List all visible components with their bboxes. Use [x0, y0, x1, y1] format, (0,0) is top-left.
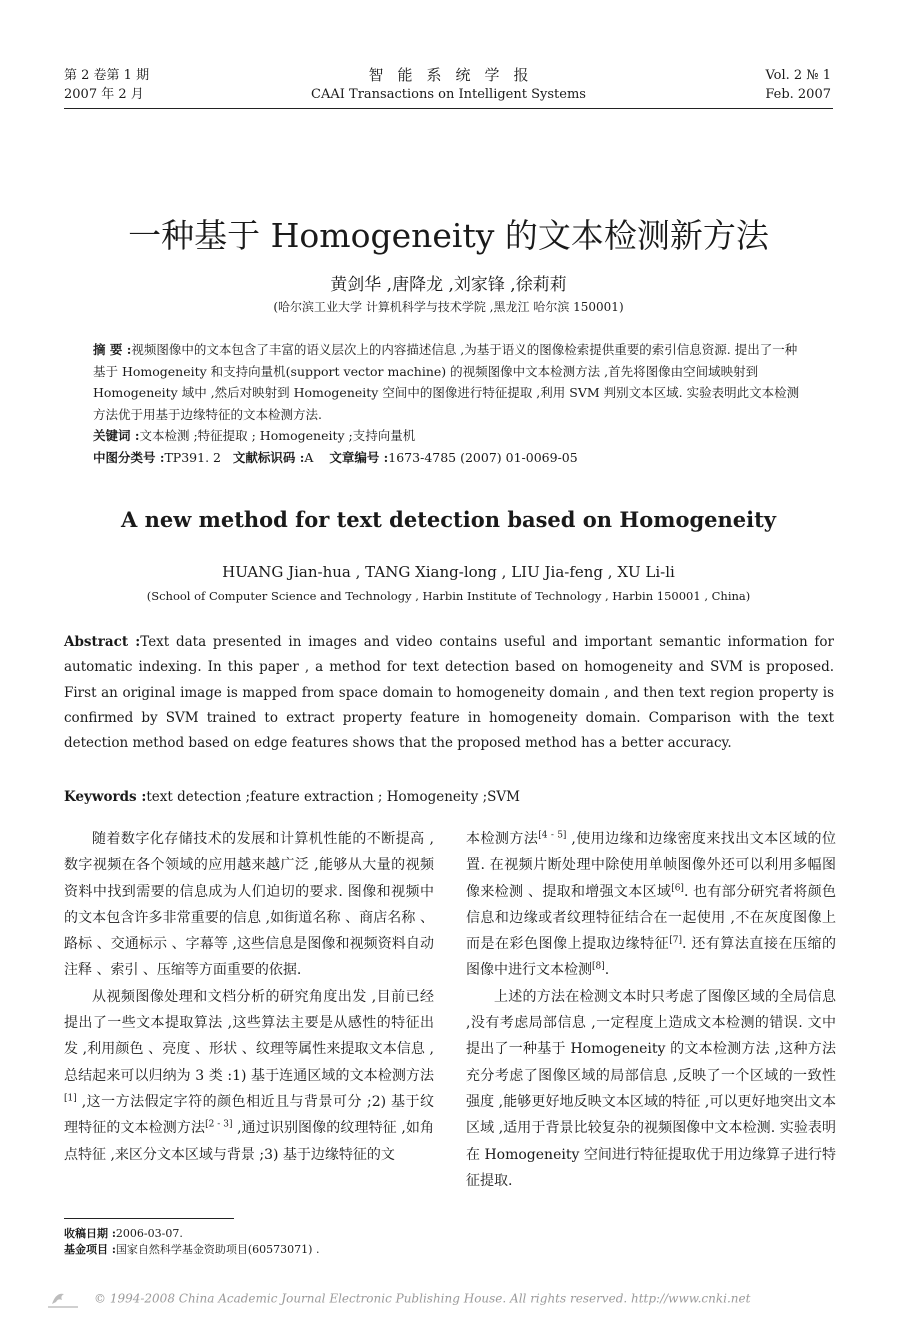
citation-ref[interactable]: [8] [592, 961, 605, 972]
abstract-en [64, 630, 834, 756]
date-en: Feb. 2007 [765, 87, 831, 102]
received-label: 收稿日期 : [64, 1227, 116, 1240]
body-text: ,使用边缘和边缘密度来找出文本区域的位置. 在视频片断处理中除使用单帧图像外还可以利用多幅图像来检测 、提取和增强文本区域 [466, 831, 836, 900]
journal-title-en: CAAI Transactions on Intelligent Systems [311, 87, 586, 102]
affiliation-cn: (哈尔滨工业大学 计算机科学与技术学院 ,黑龙江 哈尔滨 150001) [273, 300, 624, 314]
copyright-text: © 1994-2008 China Academic Journal Electronic Publishing House. All rights reserved. http://www.cnki.net [94, 1291, 751, 1306]
citation-ref[interactable]: [7] [669, 935, 682, 946]
citation-ref[interactable]: [4 - 5] [538, 830, 567, 841]
footnotes [64, 1226, 319, 1258]
body-text: . 还有算法直接在压缩的图像中进行文本检测 [466, 936, 836, 979]
article-no-label: 文章编号 : [329, 449, 389, 465]
body-paragraph [64, 984, 434, 1168]
body-text: ,通过识别图像的纹理特征 ,如角点特征 ,来区分文本区域与背景 ;3) 基于边缘特征的文 [64, 1120, 434, 1163]
body-text: . [604, 962, 610, 979]
copyright-footer [46, 1288, 750, 1310]
body-text: ,这一方法假定字符的颜色相近且与背景可分 ;2) 基于纹理特征的文本检测方法 [64, 1093, 434, 1137]
footnote-divider [64, 1218, 234, 1219]
abstract-cn-text: 视频图像中的文本包含了丰富的语义层次上的内容描述信息 ,为基于语义的图像检索提供重要的索引信息资源. 提出了一种基于 Homogeneity 和支持向量机(support vector machine) 的视频图像中文本检测方法 ,首先将图像由空间域映射到 Homogeneity 域中 ,然后对映射到 Homogeneity 空间中的图像进行特征提取 ,利用 SVM 判别文本区域. 实验表明此文本检测方法优于用基于边缘特征的文本检测方法. [93, 342, 800, 422]
abstract-cn-label: 摘 要 : [93, 342, 132, 357]
keywords-en [64, 786, 520, 808]
header-right [765, 66, 831, 104]
classification-line [93, 447, 805, 469]
citation-ref[interactable]: [2 - 3] [205, 1119, 233, 1130]
abstract-en-text: Text data presented in images and video contains useful and important semantic information for automatic indexing. In this paper , a method for text detection based on homogeneity and SVM is proposed. First an original image is mapped from space domain to homogeneity domain , and then text region property is confirmed by SVM trained to extract property feature in homogeneity domain. Comparison with the text detection method based on edge features shows that the proposed method has a better accuracy. [64, 634, 834, 752]
received-date [64, 1226, 319, 1242]
header-center [0, 66, 897, 104]
paper-title-en: A new method for text detection based on Homogeneity [120, 507, 777, 532]
header-divider [64, 108, 833, 109]
clc-label: 中图分类号 : [93, 449, 165, 465]
body-column-left [64, 826, 434, 1168]
fund-label: 基金项目 : [64, 1243, 116, 1256]
citation-ref[interactable]: [1] [64, 1093, 77, 1104]
received-value: 2006-03-07. [115, 1227, 183, 1240]
publisher-logo-icon [46, 1288, 80, 1310]
keywords-en-text: text detection ;feature extraction ; Homogeneity ;SVM [146, 789, 520, 805]
doc-code-value: A [304, 449, 314, 465]
abstract-en-label: Abstract : [64, 634, 141, 650]
authors-en: HUANG Jian-hua , TANG Xiang-long , LIU Jia-feng , XU Li-li [222, 563, 675, 581]
body-paragraph: 上述的方法在检测文本时只考虑了图像区域的全局信息 ,没有考虑局部信息 ,一定程度上造成文本检测的错误. 文中提出了一种基于 Homogeneity 的文本检测方法 ,这种方法充分考虑了图像区域的局部信息 ,反映了一个区域的一致性强度 ,能够更好地反映文本区域的特征 ,可以更好地突出文本区域 ,适用于背景比较复杂的视频图像中文本检测. 实验表明在 Homogeneity 空间进行特征提取优于用边缘算子进行特征提取. [466, 988, 836, 1189]
body-text: . 也有部分研究者将颜色信息和边缘或者纹理特征结合在一起使用 ,不在灰度图像上而是在彩色图像上提取边缘特征 [466, 883, 836, 953]
paper-title-cn: 一种基于 Homogeneity 的文本检测新方法 [128, 216, 769, 255]
body-paragraph [466, 826, 836, 984]
abstract-cn [93, 339, 805, 468]
keywords-cn-text: 文本检测 ;特征提取 ; Homogeneity ;支持向量机 [139, 428, 416, 443]
doc-code-label: 文献标识码 : [232, 449, 305, 465]
body-text: 从视频图像处理和文档分析的研究角度出发 ,目前已经提出了一些文本提取算法 ,这些算法主要是从感性的特征出发 ,利用颜色 、亮度 、形状 、纹理等属性来提取文本信息 ,总结起来可以归纳为 3 类 :1) 基于连通区域的文本检测方法 [64, 988, 434, 1084]
affiliation-en: (School of Computer Science and Technology , Harbin Institute of Technology , Harbin 150001 , China) [146, 589, 751, 603]
clc-value: TP391. 2 [164, 449, 221, 465]
volume-issue: 第 2 卷第 1 期 [64, 68, 150, 83]
fund-value: 国家自然科学基金资助项目(60573071) . [115, 1243, 320, 1256]
fund-info [64, 1242, 319, 1258]
body-paragraph: 随着数字化存储技术的发展和计算机性能的不断提高 ,数字视频在各个领域的应用越来越广泛 ,能够从大量的视频资料中找到需要的信息成为人们迫切的要求. 图像和视频中的文本包含许多非常重要的信息 ,如街道名称 、商店名称 、路标 、交通标示 、字幕等 ,这些信息是图像和视频资料自动注释 、索引 、压缩等方面重要的依据. [64, 831, 434, 979]
abstract-cn-body [93, 339, 805, 425]
volume-number-en: Vol. 2 № 1 [765, 68, 831, 83]
body-column-right [466, 826, 836, 1194]
body-text: 本检测方法 [466, 831, 539, 847]
publication-date: 2007 年 2 月 [64, 87, 144, 102]
keywords-cn-label: 关键词 : [93, 428, 140, 443]
journal-title-cn: 智能系统学报 [368, 66, 543, 84]
keywords-en-label: Keywords : [64, 789, 147, 805]
article-no-value: 1673-4785 (2007) 01-0069-05 [388, 449, 578, 465]
keywords-cn [93, 425, 805, 447]
citation-ref[interactable]: [6] [671, 882, 684, 893]
authors-cn: 黄剑华 ,唐降龙 ,刘家锋 ,徐莉莉 [330, 275, 567, 295]
